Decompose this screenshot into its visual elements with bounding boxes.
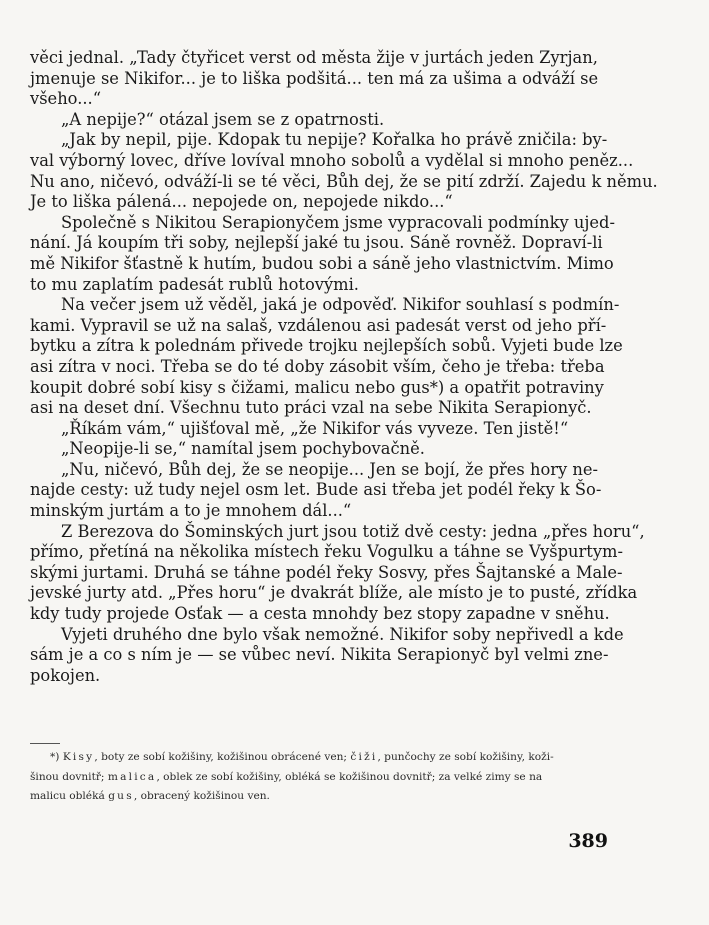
- footnote-term-kisy: Kisy: [62, 751, 95, 763]
- text-line: jevské jurty atd. „Přes horu“ je dvakrát blíže, ale místo je to pusté, zřídka: [30, 583, 638, 603]
- text-line: všeho...“: [30, 89, 102, 109]
- text-line: asi zítra v noci. Třeba se do té doby zásobit vším, čeho je třeba: třeba: [30, 356, 605, 376]
- paragraph: [30, 212, 615, 295]
- page-number: 389: [568, 830, 608, 852]
- text-line: „Nu, ničevó, Bůh dej, že se neopije... Jen se bojí, že přes hory ne-: [61, 459, 599, 479]
- text-line: přímo, přetíná na několika místech řeku Vogulku a táhne se Vyšpurtym-: [30, 542, 623, 562]
- text-line: skými jurtami. Druhá se táhne podél řeky Sosvy, přes Šajtanské a Male-: [30, 562, 623, 582]
- paragraph: [30, 521, 645, 625]
- footnote-divider: [30, 743, 60, 744]
- paragraph: [30, 459, 602, 522]
- footnote-term-gus: gus: [108, 790, 134, 802]
- text-line: Vyjeti druhého dne bylo však nemožné. Nikifor soby nepřivedl a kde: [61, 624, 624, 644]
- paragraph: [30, 48, 599, 110]
- text-line: „Jak by nepil, pije. Kdopak tu nepije? Kořalka ho právě zničila: by-: [61, 130, 608, 150]
- paragraph: [30, 295, 623, 419]
- text-line: Z Berezova do Šominských jurt jsou totiž dvě cesty: jedna „přes horu“,: [61, 521, 645, 541]
- text-line: „A nepije?“ otázal jsem se z opatrnosti.: [61, 109, 385, 129]
- text-line: minským jurtám a to je mnohem dál...“: [30, 501, 352, 521]
- text-line: to mu zaplatím padesát rublů hotovými.: [30, 274, 359, 294]
- text-line: věci jednal. „Tady čtyřicet verst od města žije v jurtách jeden Zyrjan,: [30, 48, 598, 67]
- main-text: [30, 48, 658, 686]
- footnote-line: malicu obléká gus, obracený kožišinou ven.: [30, 790, 270, 802]
- footnote-term-cizi: čiži: [350, 751, 378, 763]
- footnote-line: *) Kisy, boty ze sobí kožišiny, kožišinou obrácené ven; čiži, punčochy ze sobí kožišiny, koži-: [50, 751, 554, 763]
- text-line: Na večer jsem už věděl, jaká je odpověď. Nikifor souhlasí s podmín-: [61, 295, 620, 315]
- text-line: kdy tudy projede Osťak — a cesta mnohdy bez stopy zapadne v sněhu.: [30, 604, 610, 624]
- footnote-term-malica: malica: [107, 770, 157, 783]
- text-line: kami. Vypravil se už na salaš, vzdálenou asi padesát verst od jeho pří-: [30, 315, 607, 335]
- footnote: [30, 748, 581, 807]
- paragraph: [30, 439, 581, 460]
- text-line: asi na deset dní. Všechnu tuto práci vzal na sebe Nikita Serapionyč.: [30, 398, 592, 418]
- paragraph: [30, 130, 658, 212]
- text-line: jmenuje se Nikifor... je to liška podšitá... ten má za ušima a odváží se: [30, 68, 599, 88]
- paragraph: [30, 110, 581, 131]
- footnote-line: šinou dovnitř; malica, oblek ze sobí kožišiny, obléká se kožišinou dovnitř; za velké zimy se na: [30, 770, 543, 783]
- text-line: Nu ano, ničevó, odváží-li se té věci, Bůh dej, že se pití zdrží. Zajedu k němu.: [30, 171, 658, 191]
- text-line: nání. Já koupím tři soby, nejlepší jaké tu jsou. Sáně rovněž. Dopraví-li: [30, 233, 603, 253]
- text-line: mě Nikifor šťastně k hutím, budou sobi a sáně jeho vlastnictvím. Mimo: [30, 253, 614, 273]
- text-line: „Říkám vám,“ ujišťoval mě, „že Nikifor vás vyveze. Ten jistě!“: [61, 418, 569, 438]
- text-line: koupit dobré sobí kisy s čižami, malicu nebo gus*) a opatřit potraviny: [30, 377, 604, 397]
- text-line: pokojen.: [30, 665, 101, 685]
- paragraph: [30, 419, 581, 440]
- text-line: Je to liška pálená... nepojede on, nepojede nikdo...“: [30, 192, 453, 212]
- text-line: Společně s Nikitou Serapionyčem jsme vypracovali podmínky ujed-: [61, 212, 615, 232]
- text-line: bytku a zítra k polednám přivede trojku nejlepších sobů. Vyjeti bude lze: [30, 336, 623, 356]
- text-line: sám je a co s ním je — se vůbec neví. Nikita Serapionyč byl velmi zne-: [30, 645, 609, 665]
- text-line: „Neopije-li se,“ namítal jsem pochybovačně.: [61, 439, 425, 459]
- text-line: najde cesty: už tudy nejel osm let. Bude asi třeba jet podél řeky k Šo-: [30, 480, 602, 500]
- paragraph: [30, 624, 624, 687]
- text-line: val výborný lovec, dříve lovíval mnoho sobolů a vydělal si mnoho peněz...: [30, 150, 634, 170]
